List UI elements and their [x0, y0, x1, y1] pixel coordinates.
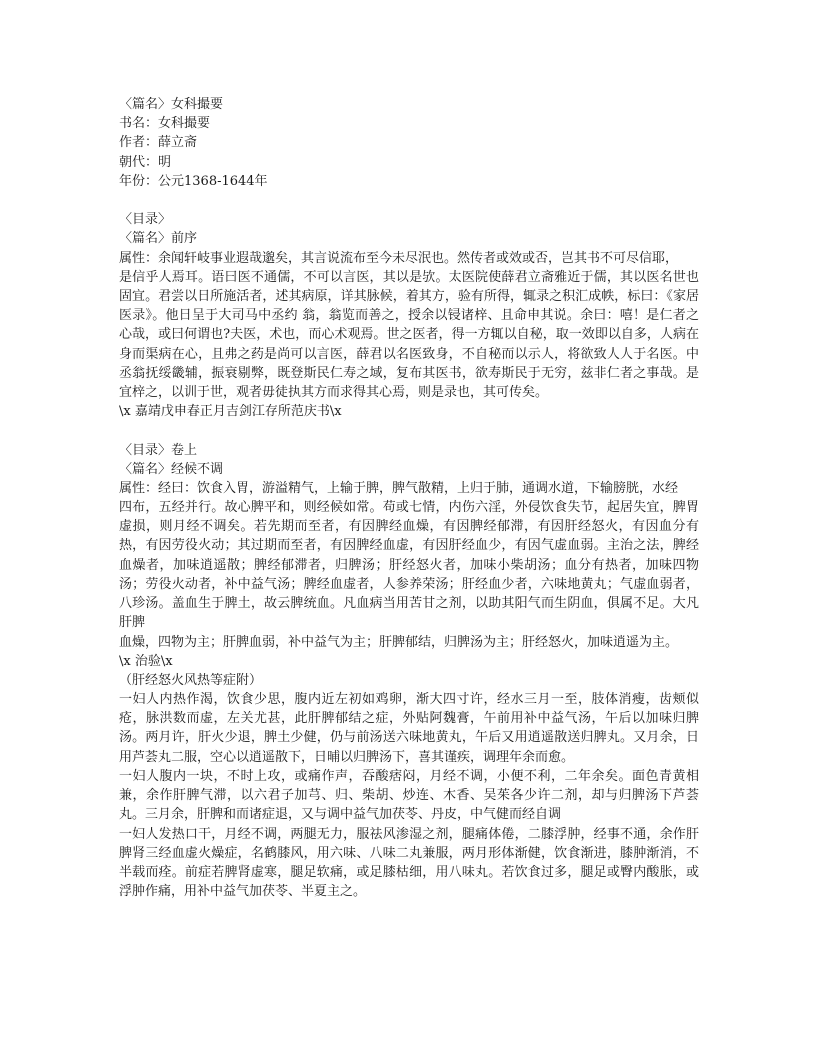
- chapter-title-line: 〈篇名〉女科撮要: [119, 97, 224, 112]
- case-records-heading: \x 治验\x: [119, 653, 173, 669]
- preface-paragraph-1: 属性：余闻轩岐事业遐哉邈矣，其言说流布至今未尽泯也。然传者或效或否，岂其书不可尽信耶，: [119, 250, 679, 266]
- preface-toc-line: 〈目录〉: [119, 212, 172, 228]
- preface-signature: \x 嘉靖戊申春正月吉剑江存所范庆书\x: [119, 404, 342, 420]
- case-record-3: 一妇人发热口干，月经不调，两腿无力，服祛风渗湿之剂，腿痛体倦，二膝浮肿，经事不通，余作肝脾肾三经血虚火燥症，名鹤膝风，用六味、八味二丸兼服，两月形体渐健，饮食渐进，膝肿渐消，不半载而痊。前症若脾肾虚寒，腿足软痛，或足膝枯细，用八味丸。若饮食过多，腿足或臀内酸胀，或浮肿作痛，用补中益气加茯苓、半夏主之。: [119, 826, 699, 900]
- case-record-1: 一妇人内热作渴，饮食少思，腹内近左初如鸡卵，渐大四寸许，经水三月一至，肢体消瘦，齿颊似疮，脉洪数而虚，左关尤甚，此肝脾郁结之症，外贴阿魏膏，午前用补中益气汤，午后以加味归脾汤。两月许，肝火少退，脾土少健，仍与前汤送六味地黄丸，午后又用逍遥散送归脾丸。又月余，日用芦荟丸二服，空心以逍遥散下，日晡以归脾汤下，喜其谨疾，调理年余而愈。: [119, 692, 699, 765]
- section-paragraph-1: 属性：经曰：饮食入胃，游溢精气，上输于脾，脾气散精，上归于肺，通调水道，下输膀胱，水经: [119, 480, 679, 496]
- section-paragraph-3: 血燥，四物为主；肝脾血弱，补中益气为主；肝脾郁结，归脾汤为主；肝经怒火，加味逍遥为主。: [119, 634, 679, 650]
- book-name-line: 书名：女科撮要: [119, 116, 211, 132]
- document-page: [119, 95, 699, 901]
- spacer: [119, 191, 699, 210]
- dynasty-line: 朝代：明: [119, 154, 172, 170]
- section-title-line: 〈篇名〉经候不调: [119, 461, 224, 477]
- year-line: 年份：公元1368-1644年: [119, 173, 268, 189]
- case-records-note: （肝经怒火风热等症附）: [119, 672, 263, 688]
- author-line: 作者：薛立斋: [119, 135, 198, 151]
- section-paragraph-2: 四布，五经并行。故心脾平和，则经候如常。苟或七情，内伤六淫，外侵饮食失节，起居失宜，脾胃虚损，则月经不调矣。若先期而至者，有因脾经血燥，有因脾经郁滞，有因肝经怒火，有因血分有热，有因劳役火动；其过期而至者，有因脾经血虚，有因肝经血少，有因气虚血弱。主治之法，脾经血燥者，加味逍遥散；脾经郁滞者，归脾汤；肝经怒火者，加味小柴胡汤；血分有热者，加味四物汤；劳役火动者，补中益气汤；脾经血虚者，人参养荣汤；肝经血少者，六味地黄丸；气虚血弱者，八珍汤。盖血生于脾土，故云脾统血。凡血病当用苦甘之剂，以助其阳气而生阴血，俱属不足。大凡肝脾: [119, 500, 699, 631]
- preface-paragraph-2: 是信乎人焉耳。语曰医不通儒，不可以言医，其以是欤。太医院使薛君立斋雅近于儒，其以医名世也固宜。君尝以日所施活者，述其病原，详其脉候，着其方，验有所得，辄录之积汇成帙，标曰：《家居医录》。他日呈于大司马中丞约 翁，翁览而善之，授余以锓诸梓、且命申其说。余曰：嘻！是仁者之心哉，或曰何谓也?夫医，术也，而心术观焉。世之医者，得一方辄以自秘，取一效即以自多，人病在身而渠病在心，且弗之药是尚可以言医，薛君以名医致身，不自秘而以示人，将欲致人人于名医。中丞翁抚绥畿辅，振衰剔弊，既登斯民仁寿之域，复布其医书，欲寿斯民于无穷，兹非仁者之事哉。是宜梓之，以训于世，观者毋徒执其方而求得其心焉，则是录也，其可传矣。: [119, 269, 699, 400]
- spacer: [119, 421, 699, 440]
- volume-toc-line: 〈目录〉卷上: [119, 442, 198, 458]
- preface-title-line: 〈篇名〉前序: [119, 231, 198, 247]
- case-record-2: 一妇人腹内一块，不时上攻，或痛作声，吞酸痞闷，月经不调，小便不利，二年余矣。面色青黄相兼，余作肝脾气滞，以六君子加芎、归、柴胡、炒连、木香、吴茱各少许二剂，却与归脾汤下芦荟丸。三月余，肝脾和而诸症退，又与调中益气加茯苓、丹皮，中气健而经自调: [119, 768, 699, 823]
